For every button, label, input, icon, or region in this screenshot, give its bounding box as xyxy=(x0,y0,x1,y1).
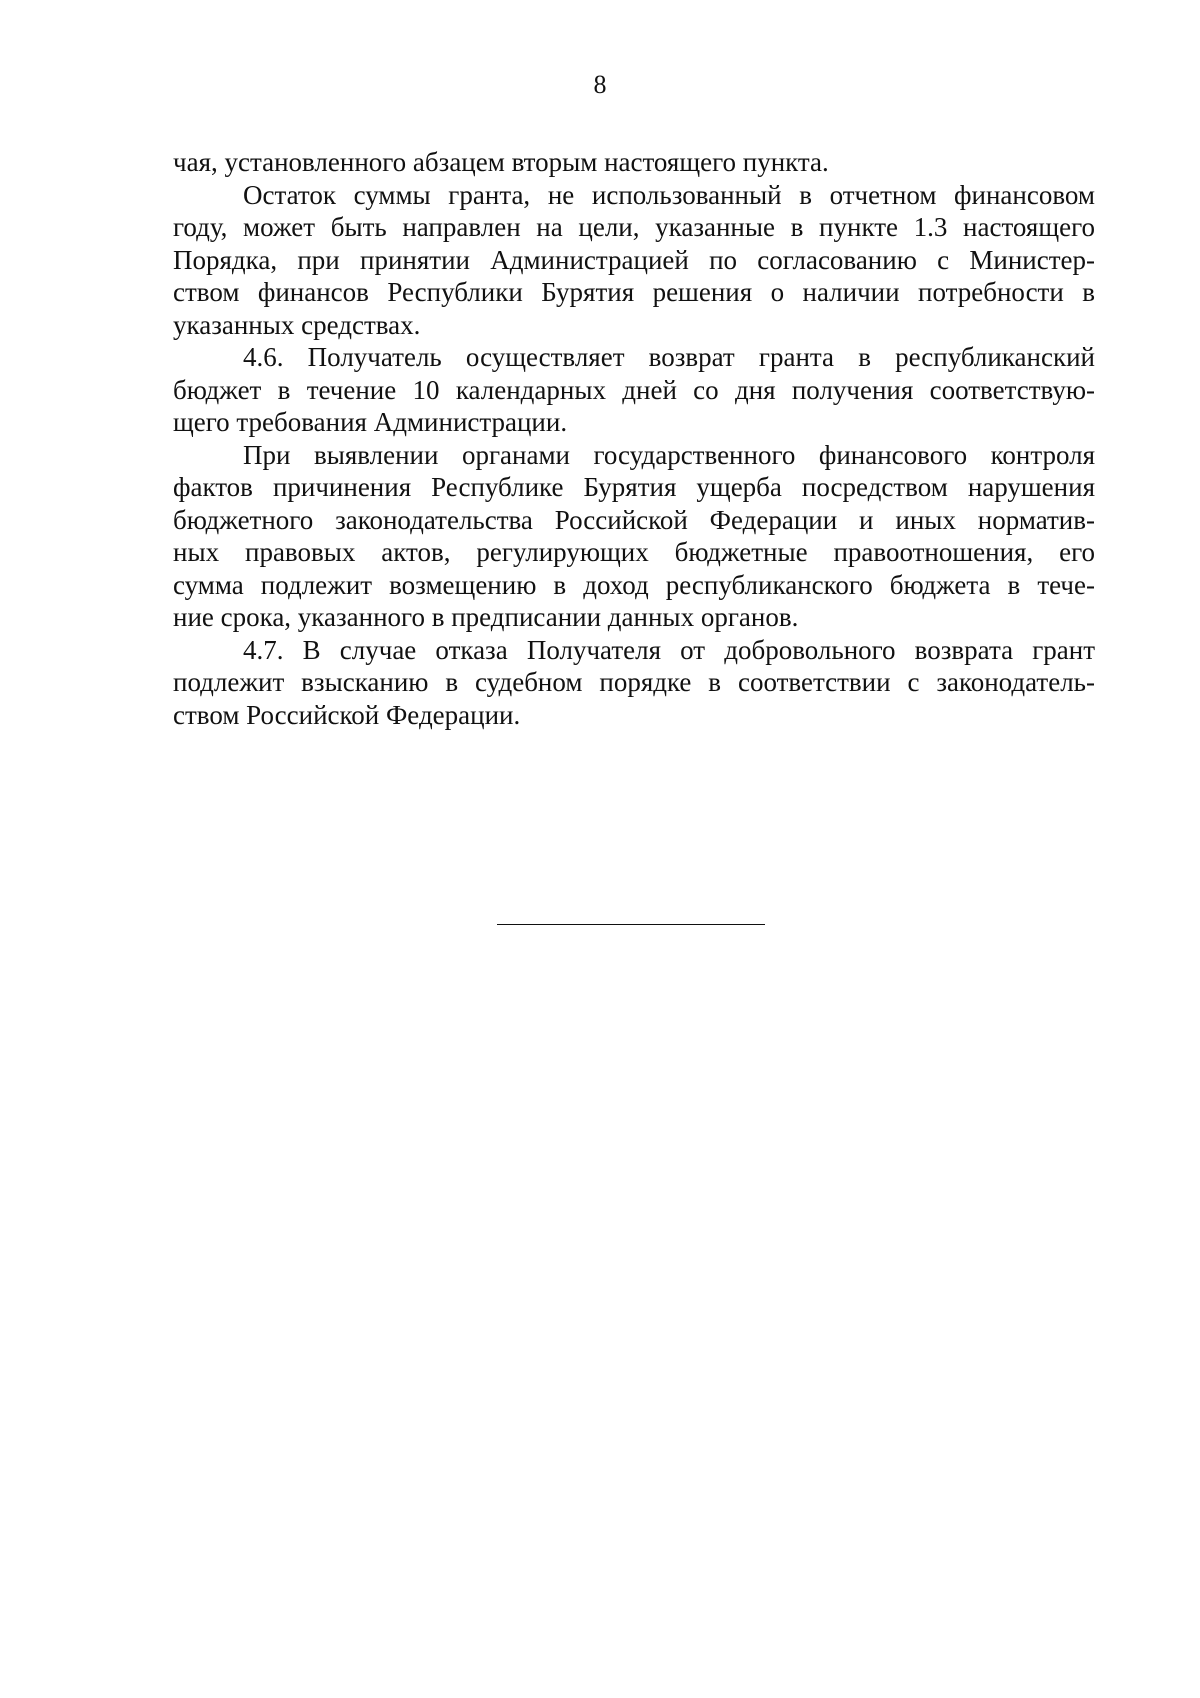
text-line: 4.6. Получатель осуществляет возврат гранта в республиканский xyxy=(243,342,1095,372)
text-line: щего требования Администрации. xyxy=(173,407,568,437)
paragraph-4-6 xyxy=(173,341,1095,439)
text-line: фактов причинения Республике Бурятия ущерба посредством нарушения xyxy=(173,472,1095,502)
text-line: бюджет в течение 10 календарных дней со дня получения соответствую- xyxy=(173,374,1095,405)
document-body xyxy=(173,146,1095,731)
text-line: ние срока, указанного в предписании данных органов. xyxy=(173,602,799,632)
paragraph-continuation xyxy=(173,146,1095,179)
text-line: ством Российской Федерации. xyxy=(173,699,521,730)
text-line: При выявлении органами государственного финансового контроля xyxy=(243,439,1095,470)
page-number: 8 xyxy=(593,70,607,99)
paragraph-4-7 xyxy=(173,634,1095,732)
text-line: Порядка, при принятии Администрацией по согласованию с Министер- xyxy=(173,244,1095,275)
text-line: Остаток суммы гранта, не использованный в отчетном финансовом xyxy=(243,179,1095,210)
text-line: подлежит взысканию в судебном порядке в соответствии с законодатель- xyxy=(173,667,1095,697)
text-line: ством финансов Республики Бурятия решения о наличии потребности в xyxy=(173,277,1095,307)
text-line: ных правовых актов, регулирующих бюджетные правоотношения, его xyxy=(173,537,1095,567)
text-line: 4.7. В случае отказа Получателя от добровольного возврата грант xyxy=(243,634,1095,665)
text-line: бюджетного законодательства Российской Федерации и иных норматив- xyxy=(173,504,1095,535)
paragraph-remaining-grant xyxy=(173,179,1095,342)
text-line: сумма подлежит возмещению в доход республиканского бюджета в тече- xyxy=(173,569,1095,600)
text-line: указанных средствах. xyxy=(173,309,421,340)
text-line: году, может быть направлен на цели, указанные в пункте 1.3 настоящего xyxy=(173,212,1095,242)
text-line: чая, установленного абзацем вторым настоящего пункта. xyxy=(173,147,829,177)
end-divider-line xyxy=(497,924,765,925)
paragraph-financial-control xyxy=(173,439,1095,634)
